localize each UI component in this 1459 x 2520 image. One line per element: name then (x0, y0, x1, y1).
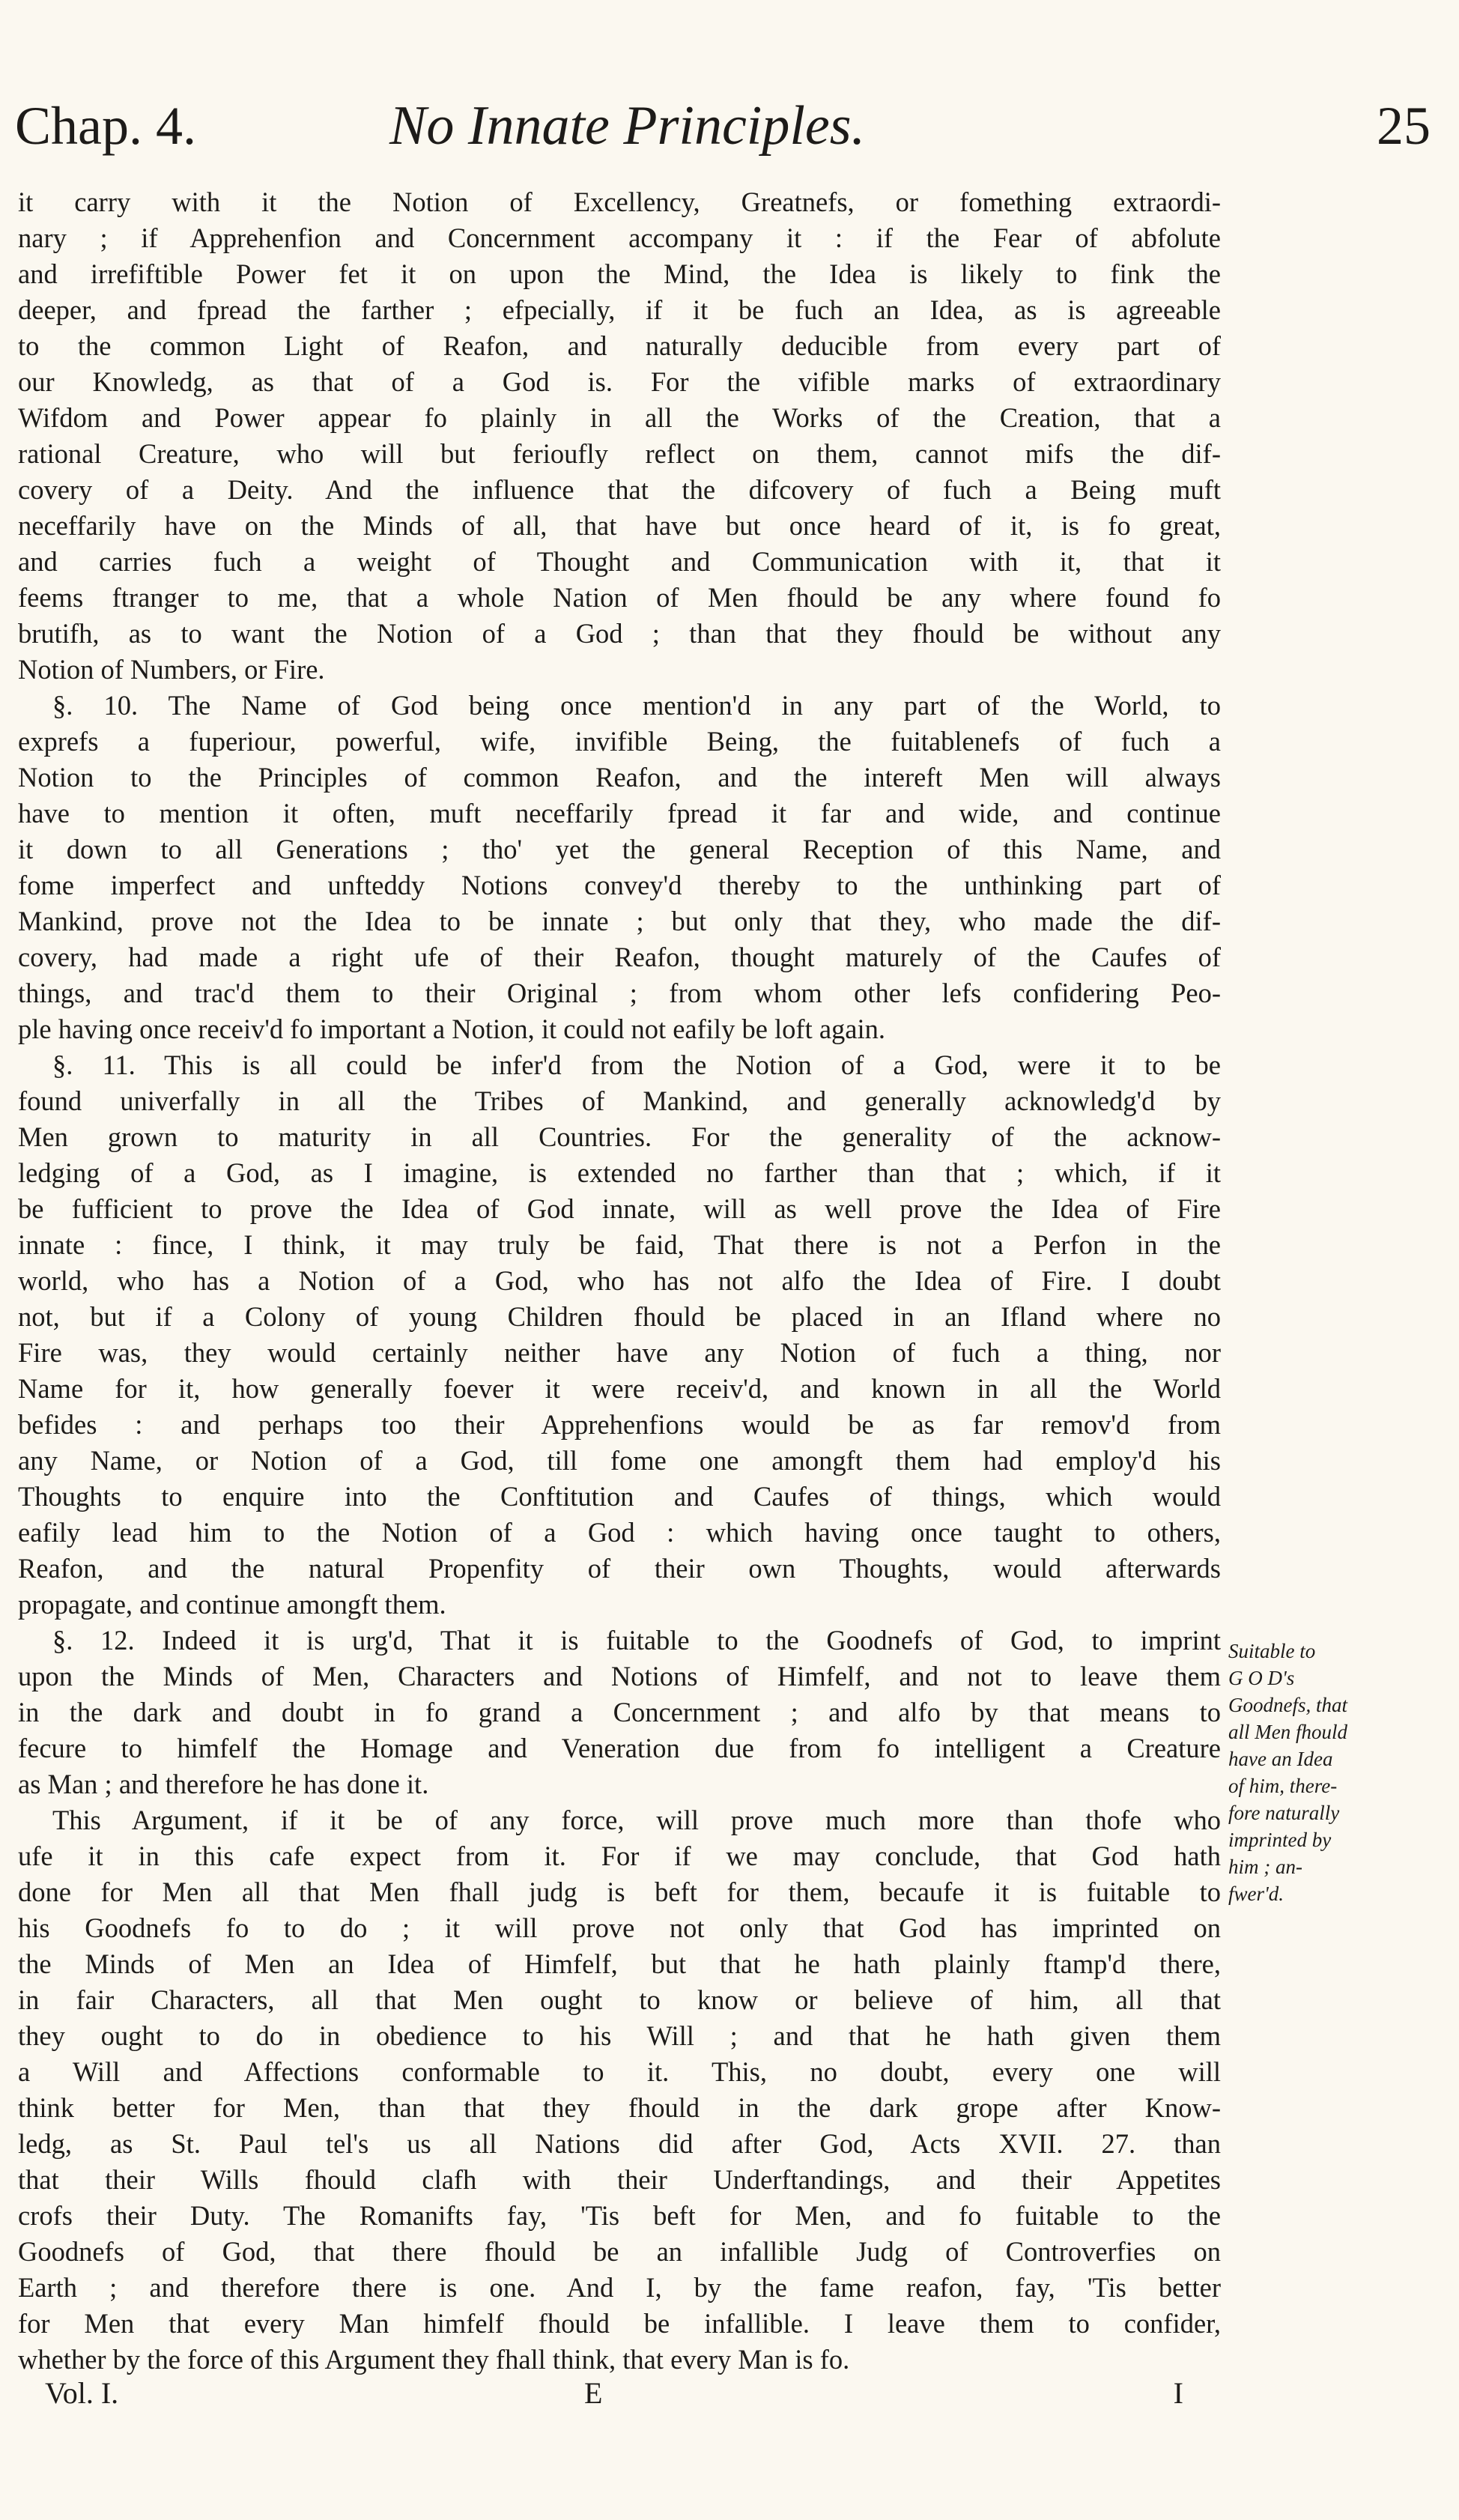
text-line: fecure to himfelf the Homage and Veneration due from fo intelligent a Creature (18, 1733, 1221, 1763)
text-line: propagate, and continue amongft them. (18, 1589, 446, 1620)
text-line: our Knowledg, as that of a God is. For the vifible marks of extraordinary (18, 366, 1221, 397)
text-line: for Men that every Man himfelf fhould be infallible. I leave them to confider, (18, 2308, 1221, 2339)
text-line: Reafon, and the natural Propenfity of their own Thoughts, would afterwards (18, 1553, 1221, 1584)
chapter-label: Chap. 4. (15, 96, 196, 156)
page-footer (45, 2375, 1183, 2412)
text-line: §. 10. The Name of God being once mention'd in any part of the World, to (52, 690, 1221, 721)
text-line: brutifh, as to want the Notion of a God ; than that they fhould be without any (18, 618, 1221, 649)
margin-note-line: imprinted by (1228, 1829, 1332, 1851)
margin-note-line: G O D's (1228, 1667, 1295, 1689)
text-line: innate : fince, I think, it may truly be faid, That there is not a Perfon in the (18, 1229, 1221, 1260)
running-header (15, 88, 1431, 178)
text-line: a Will and Affections conformable to it. This, no doubt, every one will (18, 2056, 1221, 2087)
text-line: rational Creature, who will but ferioufly reflect on them, cannot mifs the dif- (18, 438, 1221, 469)
text-line: eafily lead him to the Notion of a God : which having once taught to others, (18, 1517, 1221, 1548)
body-text (18, 184, 1221, 2378)
margin-note-line: fwer'd. (1228, 1883, 1284, 1905)
text-line: §. 12. Indeed it is urg'd, That it is fuitable to the Goodnefs of God, to imprint (52, 1625, 1221, 1656)
text-line: upon the Minds of Men, Characters and Notions of Himfelf, and not to leave them (18, 1661, 1221, 1691)
text-line: deeper, and fpread the farther ; efpecially, if it be fuch an Idea, as is agreeable (18, 294, 1221, 325)
volume-label: Vol. I. (45, 2376, 119, 2410)
margin-note-line: of him, there- (1228, 1775, 1338, 1797)
text-line: world, who has a Notion of a God, who has not alfo the Idea of Fire. I doubt (18, 1265, 1221, 1296)
text-line: it carry with it the Notion of Excellency, Greatnefs, or fomething extraordi- (18, 187, 1221, 217)
text-line: in fair Characters, all that Men ought to know or believe of him, all that (18, 1984, 1221, 2015)
text-line: crofs their Duty. The Romanifts fay, 'Tis beft for Men, and fo fuitable to the (18, 2200, 1221, 2231)
text-line: Notion to the Principles of common Reafon, and the intereft Men will always (18, 762, 1221, 793)
margin-note-line: all Men fhould (1228, 1721, 1347, 1743)
text-line: Notion of Numbers, or Fire. (18, 654, 325, 685)
page-number: 25 (1377, 96, 1431, 156)
text-line: and carries fuch a weight of Thought and Communication with it, that it (18, 546, 1221, 577)
text-line: that their Wills fhould clafh with their Underftandings, and their Appetites (18, 2164, 1221, 2195)
text-line: ledging of a God, as I imagine, is extended no farther than that ; which, if it (18, 1157, 1221, 1188)
text-line: This Argument, if it be of any force, will prove much more than thofe who (52, 1805, 1221, 1835)
text-line: it down to all Generations ; tho' yet the general Reception of this Name, and (18, 834, 1221, 864)
text-line: not, but if a Colony of young Children fhould be placed in an Ifland where no (18, 1301, 1221, 1332)
margin-note-line: fore naturally (1228, 1802, 1340, 1824)
text-line: be fufficient to prove the Idea of God innate, will as well prove the Idea of Fire (18, 1193, 1221, 1224)
text-line: his Goodnefs fo to do ; it will prove not only that God has imprinted on (18, 1912, 1221, 1943)
text-line: Thoughts to enquire into the Conftitution and Caufes of things, which would (18, 1481, 1221, 1512)
margin-note-line: Suitable to (1228, 1640, 1316, 1662)
text-line: feems ftranger to me, that a whole Nation of Men fhould be any where found fo (18, 582, 1221, 613)
text-line: Name for it, how generally foever it were receiv'd, and known in all the World (18, 1373, 1221, 1404)
text-line: Earth ; and therefore there is one. And I, by the fame reafon, fay, 'Tis better (18, 2272, 1221, 2303)
signature-number: I (1173, 2376, 1183, 2410)
text-line: Goodnefs of God, that there fhould be an infallible Judg of Controverfies on (18, 2236, 1221, 2267)
margin-note-line: have an Idea (1228, 1748, 1333, 1770)
text-line: covery, had made a right ufe of their Reafon, thought maturely of the Caufes of (18, 942, 1221, 972)
margin-note-line: Goodnefs, that (1228, 1694, 1347, 1716)
text-line: ufe it in this cafe expect from it. For if we may conclude, that God hath (18, 1841, 1221, 1871)
running-title: No Innate Principles. (389, 95, 866, 157)
text-line: the Minds of Men an Idea of Himfelf, but that he hath plainly ftamp'd there, (18, 1948, 1221, 1979)
text-line: exprefs a fuperiour, powerful, wife, invifible Being, the fuitablenefs of fuch a (18, 726, 1221, 757)
text-line: they ought to do in obedience to his Will ; and that he hath given them (18, 2020, 1221, 2051)
margin-note-line: him ; an- (1228, 1856, 1302, 1878)
text-line: ledg, as St. Paul tel's us all Nations did after God, Acts XVII. 27. than (18, 2128, 1221, 2159)
text-line: covery of a Deity. And the influence that the difcovery of fuch a Being muft (18, 474, 1221, 505)
text-line: Mankind, prove not the Idea to be innate ; but only that they, who made the dif- (18, 906, 1221, 936)
text-line: whether by the force of this Argument they fhall think, that every Man is fo. (18, 2344, 850, 2375)
text-line: Wifdom and Power appear fo plainly in all the Works of the Creation, that a (18, 402, 1221, 433)
text-line: §. 11. This is all could be infer'd from the Notion of a God, were it to be (52, 1050, 1221, 1080)
text-line: done for Men all that Men fhall judg is beft for them, becaufe it is fuitable to (18, 1877, 1221, 1907)
text-line: in the dark and doubt in fo grand a Concernment ; and alfo by that means to (18, 1697, 1221, 1727)
text-line: things, and trac'd them to their Original ; from whom other lefs confidering Peo- (18, 978, 1221, 1008)
text-line: befides : and perhaps too their Apprehenfions would be as far remov'd from (18, 1409, 1221, 1440)
text-line: Fire was, they would certainly neither have any Notion of fuch a thing, nor (18, 1337, 1221, 1368)
signature-mark: E (584, 2376, 603, 2410)
text-line: found univerfally in all the Tribes of Mankind, and generally acknowledg'd by (18, 1085, 1221, 1116)
text-line: have to mention it often, muft neceffarily fpread it far and wide, and continue (18, 798, 1221, 829)
text-line: fome imperfect and unfteddy Notions convey'd thereby to the unthinking part of (18, 870, 1221, 900)
text-line: to the common Light of Reafon, and naturally deducible from every part of (18, 330, 1221, 361)
text-line: think better for Men, than that they fhould in the dark grope after Know- (18, 2092, 1221, 2123)
text-line: and irrefiftible Power fet it on upon the Mind, the Idea is likely to fink the (18, 258, 1221, 289)
text-line: neceffarily have on the Minds of all, that have but once heard of it, is fo great, (18, 510, 1221, 541)
text-line: ple having once receiv'd fo important a Notion, it could not eafily be loft again. (18, 1014, 886, 1044)
text-line: any Name, or Notion of a God, till fome one amongft them had employ'd his (18, 1445, 1221, 1476)
margin-note (1228, 1638, 1446, 1907)
text-line: Men grown to maturity in all Countries. For the generality of the acknow- (18, 1121, 1221, 1152)
text-line: as Man ; and therefore he has done it. (18, 1769, 429, 1799)
text-line: nary ; if Apprehenfion and Concernment accompany it : if the Fear of abfolute (18, 222, 1221, 253)
